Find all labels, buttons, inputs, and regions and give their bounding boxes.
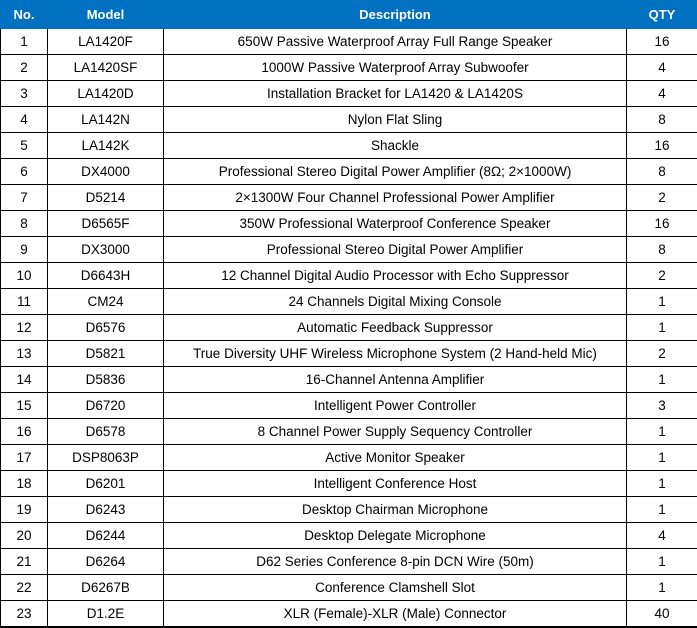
cell-qty: 16 bbox=[627, 211, 697, 237]
cell-no: 5 bbox=[1, 133, 48, 159]
cell-model: LA1420F bbox=[48, 29, 164, 55]
cell-qty: 1 bbox=[627, 419, 697, 445]
header-model: Model bbox=[48, 1, 164, 29]
cell-model: DX4000 bbox=[48, 159, 164, 185]
table-row bbox=[1, 185, 697, 211]
cell-no: 13 bbox=[1, 341, 48, 367]
cell-description: Shackle bbox=[164, 133, 627, 159]
cell-description: Professional Stereo Digital Power Amplifier (8Ω; 2×1000W) bbox=[164, 159, 627, 185]
cell-no: 10 bbox=[1, 263, 48, 289]
cell-model: D1.2E bbox=[48, 601, 164, 628]
table-row bbox=[1, 575, 697, 601]
cell-model: D6201 bbox=[48, 471, 164, 497]
cell-no: 19 bbox=[1, 497, 48, 523]
cell-no: 1 bbox=[1, 29, 48, 55]
cell-qty: 1 bbox=[627, 289, 697, 315]
table-row bbox=[1, 237, 697, 263]
cell-description: Desktop Chairman Microphone bbox=[164, 497, 627, 523]
table-row bbox=[1, 445, 697, 471]
cell-qty: 16 bbox=[627, 29, 697, 55]
cell-no: 9 bbox=[1, 237, 48, 263]
cell-description: Desktop Delegate Microphone bbox=[164, 523, 627, 549]
cell-qty: 1 bbox=[627, 445, 697, 471]
cell-qty: 1 bbox=[627, 471, 697, 497]
cell-model: D5836 bbox=[48, 367, 164, 393]
table-row bbox=[1, 367, 697, 393]
cell-model: CM24 bbox=[48, 289, 164, 315]
table-row bbox=[1, 107, 697, 133]
table-row bbox=[1, 549, 697, 575]
cell-no: 2 bbox=[1, 55, 48, 81]
cell-description: Intelligent Conference Host bbox=[164, 471, 627, 497]
cell-qty: 1 bbox=[627, 315, 697, 341]
cell-model: D6267B bbox=[48, 575, 164, 601]
table-header-row bbox=[1, 1, 697, 29]
cell-no: 17 bbox=[1, 445, 48, 471]
cell-description: Intelligent Power Controller bbox=[164, 393, 627, 419]
header-qty: QTY bbox=[627, 1, 697, 29]
table-row bbox=[1, 419, 697, 445]
cell-description: 12 Channel Digital Audio Processor with Echo Suppressor bbox=[164, 263, 627, 289]
cell-model: DX3000 bbox=[48, 237, 164, 263]
cell-no: 12 bbox=[1, 315, 48, 341]
table-row bbox=[1, 211, 697, 237]
cell-no: 21 bbox=[1, 549, 48, 575]
table-row bbox=[1, 523, 697, 549]
cell-qty: 2 bbox=[627, 341, 697, 367]
cell-model: LA1420D bbox=[48, 81, 164, 107]
cell-no: 22 bbox=[1, 575, 48, 601]
cell-qty: 8 bbox=[627, 159, 697, 185]
table-row bbox=[1, 315, 697, 341]
cell-no: 8 bbox=[1, 211, 48, 237]
cell-qty: 1 bbox=[627, 367, 697, 393]
cell-no: 4 bbox=[1, 107, 48, 133]
cell-description: D62 Series Conference 8-pin DCN Wire (50m) bbox=[164, 549, 627, 575]
cell-qty: 4 bbox=[627, 523, 697, 549]
cell-description: 24 Channels Digital Mixing Console bbox=[164, 289, 627, 315]
cell-qty: 1 bbox=[627, 575, 697, 601]
cell-qty: 16 bbox=[627, 133, 697, 159]
table-row bbox=[1, 289, 697, 315]
cell-description: 1000W Passive Waterproof Array Subwoofer bbox=[164, 55, 627, 81]
cell-model: D5214 bbox=[48, 185, 164, 211]
cell-description: Active Monitor Speaker bbox=[164, 445, 627, 471]
cell-description: Automatic Feedback Suppressor bbox=[164, 315, 627, 341]
cell-description: Conference Clamshell Slot bbox=[164, 575, 627, 601]
cell-no: 23 bbox=[1, 601, 48, 628]
cell-model: D6243 bbox=[48, 497, 164, 523]
cell-no: 7 bbox=[1, 185, 48, 211]
cell-qty: 1 bbox=[627, 549, 697, 575]
table-row bbox=[1, 263, 697, 289]
cell-description: Professional Stereo Digital Power Amplifier bbox=[164, 237, 627, 263]
cell-model: LA1420SF bbox=[48, 55, 164, 81]
cell-qty: 1 bbox=[627, 497, 697, 523]
cell-model: LA142N bbox=[48, 107, 164, 133]
cell-no: 3 bbox=[1, 81, 48, 107]
cell-qty: 3 bbox=[627, 393, 697, 419]
cell-description: True Diversity UHF Wireless Microphone System (2 Hand-held Mic) bbox=[164, 341, 627, 367]
cell-no: 18 bbox=[1, 471, 48, 497]
cell-model: D6244 bbox=[48, 523, 164, 549]
table-row bbox=[1, 133, 697, 159]
cell-model: D6643H bbox=[48, 263, 164, 289]
cell-description: Installation Bracket for LA1420 & LA1420S bbox=[164, 81, 627, 107]
cell-description: 350W Professional Waterproof Conference Speaker bbox=[164, 211, 627, 237]
cell-model: LA142K bbox=[48, 133, 164, 159]
table-row bbox=[1, 55, 697, 81]
table-row bbox=[1, 393, 697, 419]
cell-qty: 40 bbox=[627, 601, 697, 628]
cell-qty: 4 bbox=[627, 81, 697, 107]
cell-description: XLR (Female)-XLR (Male) Connector bbox=[164, 601, 627, 628]
cell-model: D6565F bbox=[48, 211, 164, 237]
table-row bbox=[1, 601, 697, 628]
cell-model: D6578 bbox=[48, 419, 164, 445]
table-row bbox=[1, 81, 697, 107]
cell-no: 11 bbox=[1, 289, 48, 315]
cell-model: D6576 bbox=[48, 315, 164, 341]
cell-description: Nylon Flat Sling bbox=[164, 107, 627, 133]
cell-model: DSP8063P bbox=[48, 445, 164, 471]
cell-description: 650W Passive Waterproof Array Full Range Speaker bbox=[164, 29, 627, 55]
cell-qty: 2 bbox=[627, 263, 697, 289]
cell-description: 2×1300W Four Channel Professional Power Amplifier bbox=[164, 185, 627, 211]
cell-model: D5821 bbox=[48, 341, 164, 367]
cell-qty: 8 bbox=[627, 107, 697, 133]
cell-qty: 4 bbox=[627, 55, 697, 81]
cell-description: 16-Channel Antenna Amplifier bbox=[164, 367, 627, 393]
cell-no: 16 bbox=[1, 419, 48, 445]
cell-model: D6264 bbox=[48, 549, 164, 575]
table-row bbox=[1, 471, 697, 497]
table-row bbox=[1, 29, 697, 55]
cell-description: 8 Channel Power Supply Sequency Controller bbox=[164, 419, 627, 445]
cell-no: 15 bbox=[1, 393, 48, 419]
cell-qty: 8 bbox=[627, 237, 697, 263]
cell-no: 6 bbox=[1, 159, 48, 185]
cell-qty: 2 bbox=[627, 185, 697, 211]
cell-no: 14 bbox=[1, 367, 48, 393]
table-row bbox=[1, 159, 697, 185]
cell-model: D6720 bbox=[48, 393, 164, 419]
table-row bbox=[1, 497, 697, 523]
header-description: Description bbox=[164, 1, 627, 29]
cell-no: 20 bbox=[1, 523, 48, 549]
header-no: No. bbox=[1, 1, 48, 29]
table-row bbox=[1, 341, 697, 367]
